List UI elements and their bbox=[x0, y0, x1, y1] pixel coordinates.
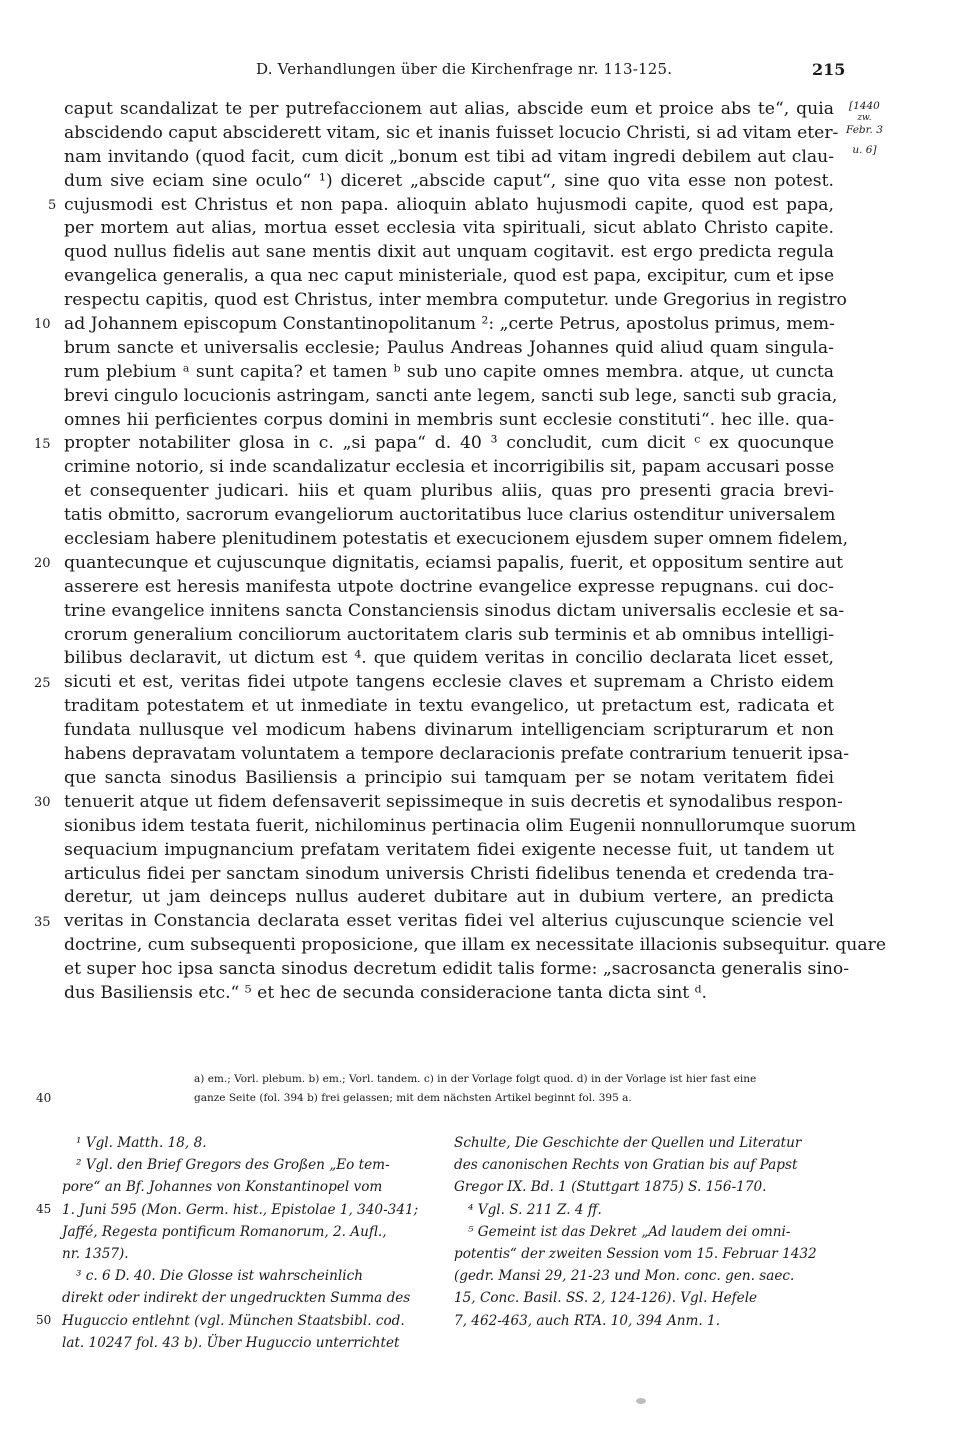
footnote-line: pore“ an Bf. Johannes von Konstantinopel vom bbox=[62, 1179, 383, 1196]
text-line: dus Basiliensis etc.“ ⁵ et hec de secunda consideracione tanta dicta sint ᵈ. bbox=[64, 982, 707, 1003]
text-line: articulus fidei per sanctam sinodum universis Christi fidelibus tenenda et credenda tra- bbox=[64, 863, 834, 884]
footnote-line: ⁴ Vgl. S. 211 Z. 4 ff. bbox=[468, 1201, 602, 1218]
footnote-line: 7, 462-463, auch RTA. 10, 394 Anm. 1. bbox=[454, 1312, 721, 1329]
text-line: traditam potestatem et ut inmediate in textu evangelico, ut pretactum est, radicata et bbox=[64, 696, 834, 717]
line-number: 50 bbox=[36, 1312, 52, 1327]
text-line: nam invitando (quod facit, cum dicit „bonum est tibi ad vitam ingredi debilem aut clau- bbox=[64, 146, 834, 167]
footnote-line: direkt oder indirekt der ungedruckten Summa des bbox=[62, 1290, 411, 1307]
line-number: 25 bbox=[34, 675, 51, 691]
text-line: rum plebium ᵃ sunt capita? et tamen ᵇ sub uno capite omnes membra. atque, ut cuncta bbox=[64, 361, 834, 382]
text-line: omnes hii perficientes corpus domini in membris sunt ecclesie constituti“. hec ille. qua- bbox=[64, 409, 834, 430]
margin-note-line: u. 6] bbox=[852, 144, 877, 156]
line-number: 15 bbox=[34, 436, 51, 452]
text-line: quantecunque et cujuscunque dignitatis, eciamsi papalis, fuerit, et oppositum sentire aut bbox=[64, 552, 844, 573]
text-line: veritas in Constancia declarata esset veritas fidei vel alterius cujuscunque sciencie vel bbox=[64, 911, 834, 932]
line-number: 35 bbox=[34, 914, 51, 930]
footnote-line: Schulte, Die Geschichte der Quellen und Literatur bbox=[454, 1135, 802, 1151]
footnote-line: des canonischen Rechts von Gratian bis auf Papst bbox=[454, 1157, 798, 1174]
text-line: trine evangelice innitens sancta Constanciensis sinodus dictam universalis ecclesie et sa- bbox=[64, 600, 845, 621]
variant-note-line: a) em.; Vorl. plebum. b) em.; Vorl. tandem. c) in der Vorlage folgt quod. d) in der Vorlage ist hier fast eine bbox=[194, 1073, 757, 1085]
text-line: dum sive eciam sine oculo“ ¹) diceret „abscide caput“, sine quo vita esse non potest. bbox=[64, 170, 834, 191]
footnote-line: potentis“ der zweiten Session vom 15. Februar 1432 bbox=[454, 1245, 817, 1262]
line-number: 5 bbox=[48, 197, 57, 213]
line-number: 10 bbox=[34, 317, 51, 333]
text-line: fundata nullusque vel modicum habens divinarum intelligenciam scripturarum et non bbox=[64, 720, 834, 741]
footnote-line: Huguccio entlehnt (vgl. München Staatsbibl. cod. bbox=[62, 1312, 405, 1329]
text-line: asserere est heresis manifesta utpote doctrine evangelice expresse repugnans. cui doc- bbox=[64, 576, 834, 597]
margin-date-note bbox=[846, 100, 883, 156]
text-line: et consequenter judicari. hiis et quam pluribus aliis, quas pro presenti gracia brevi- bbox=[64, 481, 834, 502]
footnote-line: 15, Conc. Basil. SS. 2, 124-126). Vgl. Hefele bbox=[454, 1290, 758, 1307]
variant-apparatus bbox=[194, 1070, 828, 1108]
text-line: crimine notorio, si inde scandalizatur ecclesia et incorrigibilis sit, papam accusari posse bbox=[64, 457, 835, 478]
footnote-line: ² Vgl. den Brief Gregors des Großen „Eo tem- bbox=[76, 1157, 390, 1174]
margin-note-line: Febr. 3 bbox=[846, 124, 883, 136]
footnote-line: Jaffé, Regesta pontificum Romanorum, 2. Aufl., bbox=[62, 1223, 387, 1240]
text-line: sionibus idem testata fuerit, nichilominus pertinacia olim Eugenii nonnullorumque suorum bbox=[64, 815, 857, 836]
footnote-line: ³ c. 6 D. 40. Die Glosse ist wahrscheinlich bbox=[76, 1268, 363, 1285]
text-line: sicuti et est, veritas fidei utpote tangens ecclesie claves et supremam a Christo eidem bbox=[64, 672, 834, 693]
text-line: cujusmodi est Christus et non papa. alioquin ablato hujusmodi capite, quod est papa, bbox=[64, 194, 834, 215]
text-line: per mortem aut alias, mortua esset ecclesia vita spirituali, sicut ablato Christo capite. bbox=[64, 218, 834, 239]
text-line: quod nullus fidelis aut sane mentis dixit aut unquam cogitavit. est ergo predicta regula bbox=[64, 242, 834, 263]
footnote-line: ⁵ Gemeint ist das Dekret „Ad laudem dei omni- bbox=[468, 1223, 791, 1240]
text-line: brevi cingulo locucionis astringam, sancti ante legem, sancti sub lege, sancti sub gracia, bbox=[64, 385, 838, 406]
line-number: 30 bbox=[34, 795, 51, 811]
line-number: 40 bbox=[36, 1091, 52, 1105]
text-line: bilibus declaravit, ut dictum est ⁴. que quidem veritas in concilio declarata licet esset, bbox=[64, 648, 834, 669]
text-line: ad Johannem episcopum Constantinopolitanum ²: „certe Petrus, apostolus primus, mem- bbox=[64, 314, 835, 335]
footnote-line: lat. 10247 fol. 43 b). Über Huguccio unterrichtet bbox=[62, 1334, 400, 1351]
text-line: propter notabiliter glosa in c. „si papa“ d. 40 ³ concludit, cum dicit ᶜ ex quocunque bbox=[64, 433, 834, 454]
variant-note-line: ganze Seite (fol. 394 b) frei gelassen; mit dem nächsten Artikel beginnt fol. 395 a. bbox=[194, 1092, 632, 1104]
text-line: et super hoc ipsa sancta sinodus decretum edidit talis forme: „sacrosancta generalis sino- bbox=[64, 959, 850, 980]
line-number: 20 bbox=[34, 556, 51, 572]
text-line: respectu capitis, quod est Christus, inter membra computetur. unde Gregorius in registro bbox=[64, 290, 847, 311]
text-line: tenuerit atque ut fidem defensaverit sepissimeque in suis decretis et synodalibus respon- bbox=[64, 791, 843, 812]
text-line: que sancta sinodus Basiliensis a principio sui tamquam per se notam veritatem fidei bbox=[64, 767, 834, 788]
margin-note-line: [1440 bbox=[849, 100, 880, 112]
text-line: caput scandalizat te per putrefaccionem aut alias, abscide eum et proice abs te“, quia bbox=[64, 99, 834, 119]
footnote-line: 1. Juni 595 (Mon. Germ. hist., Epistolae 1, 340-341; bbox=[62, 1201, 419, 1218]
text-line: ecclesiam habere plenitudinem potestatis et execucionem ejusdem super omnem fidelem, bbox=[64, 529, 849, 550]
scan-smudge bbox=[636, 1398, 646, 1404]
text-line: tatis obmitto, sacrorum evangeliorum auctoritatibus luce clarius ostenditur universalem bbox=[64, 505, 836, 526]
text-line: deretur, ut jam deinceps nullus auderet dubitare aut in dubium vertere, an predicta bbox=[64, 887, 834, 908]
footnotes-left-column bbox=[62, 1132, 430, 1354]
footnote-line: ¹ Vgl. Matth. 18, 8. bbox=[76, 1135, 207, 1151]
margin-note-line: zw. bbox=[857, 113, 872, 123]
page-number: 215 bbox=[812, 60, 846, 79]
footnotes-right-column bbox=[454, 1132, 822, 1332]
text-line: crorum generalium conciliorum auctoritatem claris sub terminis et ab omnibus intelligi- bbox=[64, 624, 834, 645]
text-line: brum sancte et universalis ecclesie; Paulus Andreas Johannes quid aliud quam singula- bbox=[64, 337, 834, 358]
footnote-line: (gedr. Mansi 29, 21-23 und Mon. conc. gen. saec. bbox=[454, 1268, 795, 1285]
running-head: D. Verhandlungen über die Kirchenfrage nr. 113-125. bbox=[256, 60, 673, 78]
line-number: 45 bbox=[36, 1201, 52, 1216]
text-line: habens depravatam voluntatem a tempore declaracionis prefate contrarium tenuerit ipsa- bbox=[64, 744, 850, 765]
text-line: sequacium impugnancium prefatam veritatem fidei exigente necesse fuit, ut tandem ut bbox=[64, 839, 834, 860]
text-line: evangelica generalis, a qua nec caput ministeriale, quod est papa, excipitur, cum et ipse bbox=[64, 266, 835, 287]
footnote-line: Gregor IX. Bd. 1 (Stuttgart 1875) S. 156-170. bbox=[454, 1179, 767, 1196]
text-line: doctrine, cum subsequenti proposicione, que illam ex necessitate illacionis subsequitur. quare bbox=[64, 935, 887, 956]
text-line: abscidendo caput absciderett vitam, sic et inanis fuisset locucio Christi, si ad vitam eter- bbox=[64, 122, 839, 143]
footnote-line: nr. 1357). bbox=[62, 1245, 129, 1262]
